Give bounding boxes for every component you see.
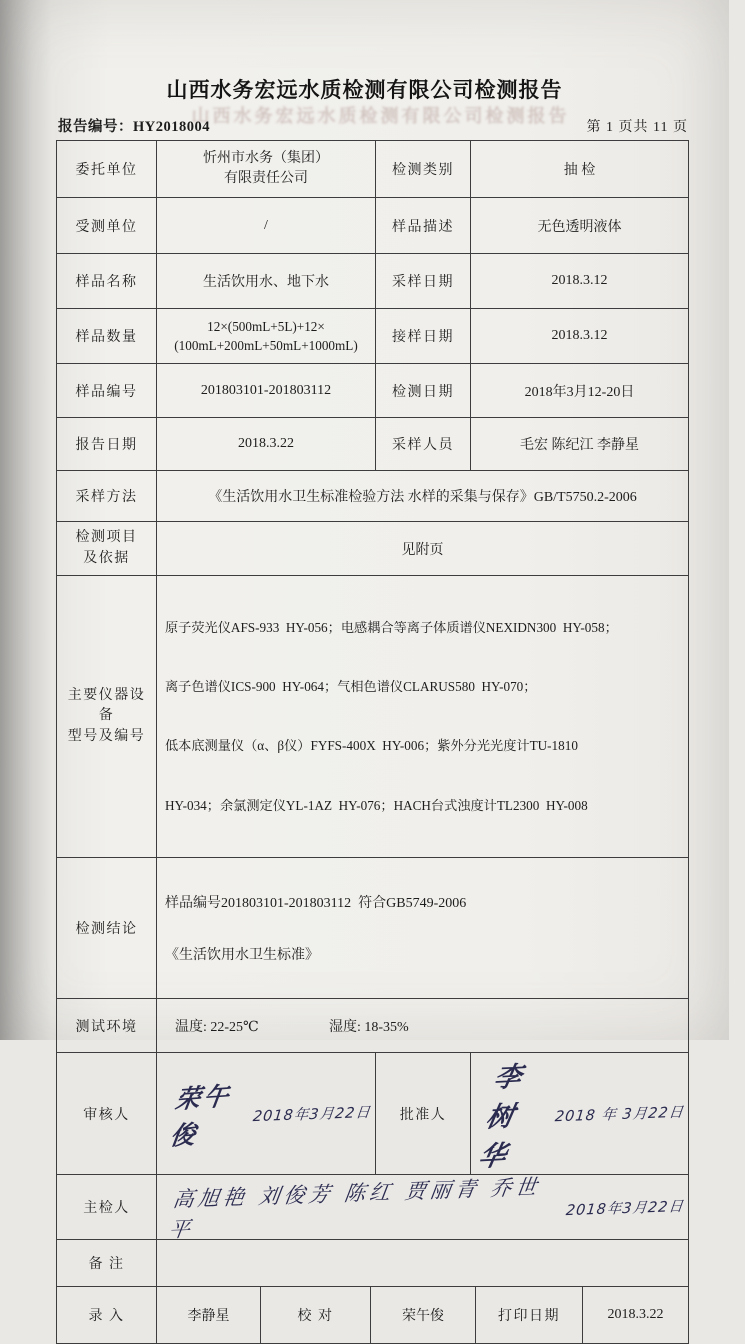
conclusion-line2: 《生活饮用水卫生标准》: [165, 948, 319, 964]
test-date-label: 检测日期: [376, 364, 471, 418]
remarks-label: 备 注: [57, 1240, 157, 1287]
items-basis-label: [57, 522, 157, 576]
environment-label: 测试环境: [57, 999, 157, 1053]
items-basis-label-line1: 检测项目: [75, 530, 138, 546]
report-date-value: 2018.3.22: [157, 418, 376, 471]
conclusion-line1: 样品编号201803101-201803112 符合GB5749-2006: [165, 896, 467, 912]
sampling-date-label: 采样日期: [376, 254, 471, 309]
instruments-line1: 原子荧光仪AFS-933 HY-056；电感耦合等离子体质谱仪NEXIDN300 HY-058；: [165, 619, 618, 635]
client-value: [157, 141, 376, 198]
report-number-label: 报告编号：: [58, 119, 133, 135]
report-number: [58, 115, 210, 136]
instruments-label-line1: 主要仪器设备: [67, 688, 146, 724]
row-sample-no: [57, 364, 689, 418]
items-basis-value: 见附页: [157, 522, 689, 576]
row-environment: [57, 999, 689, 1053]
client-value-line2: 有限责任公司: [224, 171, 308, 186]
entry-label: 录 入: [57, 1286, 157, 1343]
instruments-line2: 离子色谱仪ICS-900 HY-064；气相色谱仪CLARUS580 HY-070；: [165, 678, 537, 694]
print-date-value: 2018.3.22: [583, 1286, 689, 1343]
report-date-label: 报告日期: [57, 418, 157, 471]
row-items-basis: [57, 522, 689, 576]
inspector-signature-cell: [157, 1174, 689, 1243]
bleed-through-title: 山西水务宏远水质检测有限公司检测报告: [191, 106, 570, 127]
sample-qty-value: [157, 309, 376, 364]
report-number-value: HY2018004: [133, 119, 210, 135]
test-type-label: 检测类别: [376, 141, 471, 198]
row-conclusion: [57, 858, 689, 999]
row-sample-name: [57, 254, 689, 309]
report-meta-row: [58, 115, 688, 136]
sample-qty-label: 样品数量: [57, 309, 157, 364]
row-entry: [57, 1286, 689, 1343]
proof-value: 荣午俊: [371, 1286, 476, 1343]
receive-date-value: 2018.3.12: [471, 309, 689, 364]
conclusion-value: [157, 858, 689, 999]
conclusion-label: 检测结论: [57, 858, 157, 999]
sample-desc-label: 样品描述: [376, 198, 471, 254]
receive-date-label: 接样日期: [376, 309, 471, 364]
row-client: [57, 141, 689, 198]
inspector-date: 2018年3月22日: [564, 1198, 685, 1219]
instruments-line3: 低本底测量仪（α、β仪）FYFS-400X HY-006；紫外分光光度计TU-1810: [165, 738, 578, 754]
print-date-label: 打印日期: [476, 1286, 583, 1343]
humidity-value: 湿度: 18-35%: [329, 1019, 409, 1035]
environment-value: [157, 999, 689, 1053]
row-remarks: [57, 1240, 689, 1287]
sample-desc-value: 无色透明液体: [471, 198, 689, 254]
reviewer-date: 2018年3月22日: [251, 1105, 372, 1126]
reviewer-signature: 荣午俊: [168, 1080, 234, 1151]
main-info-table: [56, 140, 689, 1287]
sampling-method-value: 《生活饮用水卫生标准检验方法 水样的采集与保存》GB/T5750.2-2006: [157, 471, 689, 522]
tested-unit-value: /: [157, 198, 376, 254]
row-tested-unit: [57, 198, 689, 254]
items-basis-label-line2: 及依据: [83, 550, 130, 566]
row-sample-qty: [57, 309, 689, 364]
entry-value: 李静星: [157, 1286, 261, 1343]
entry-row-table: [56, 1286, 689, 1344]
test-type-value: 抽 检: [471, 141, 689, 198]
row-inspectors: [57, 1175, 689, 1240]
sampling-date-value: 2018.3.12: [471, 254, 689, 309]
client-value-line1: 忻州市水务（集团）: [203, 150, 329, 166]
samplers-value: 毛宏 陈纪江 李静星: [471, 418, 689, 471]
client-label: 委托单位: [57, 141, 157, 198]
instruments-line4: HY-034；余氯测定仪YL-1AZ HY-076；HACH台式浊度计TL2300 HY-008: [165, 797, 588, 813]
instruments-label: [57, 576, 157, 858]
approver-label: 批准人: [376, 1053, 471, 1175]
row-sampling-method: [57, 471, 689, 522]
approver-signature: 李树华: [475, 1061, 528, 1174]
sample-qty-line2: (100mL+200mL+50mL+1000mL): [174, 338, 358, 353]
samplers-label: 采样人员: [376, 418, 471, 471]
sampling-method-label: 采样方法: [57, 471, 157, 522]
report-title: 山西水务宏远水质检测有限公司检测报告: [166, 78, 563, 102]
instruments-label-line2: 型号及编号: [67, 728, 146, 744]
proof-label: 校 对: [261, 1286, 371, 1343]
remarks-value: [157, 1240, 689, 1287]
sample-name-value: 生活饮用水、地下水: [157, 254, 376, 309]
row-report-date: [57, 418, 689, 471]
sample-no-value: 201803101-201803112: [157, 364, 376, 418]
row-instruments: [57, 576, 689, 858]
approver-signature-cell: [471, 1053, 689, 1175]
sample-qty-line1: 12×(500mL+5L)+12×: [207, 318, 325, 334]
reviewer-label: 审核人: [57, 1053, 157, 1175]
instruments-value: [157, 576, 689, 858]
report-info-table: [56, 140, 688, 1344]
row-reviewer: [57, 1053, 689, 1175]
inspector-signatures: 高旭艳 刘俊芳 陈红 贾丽青 乔世平: [167, 1174, 543, 1243]
sample-no-label: 样品编号: [57, 364, 157, 418]
reviewer-signature-cell: [157, 1053, 376, 1175]
page-indicator: 第 1 页共 11 页: [586, 120, 688, 135]
inspector-label: 主检人: [57, 1175, 157, 1240]
temperature-value: 温度: 22-25℃: [175, 1019, 259, 1035]
test-date-value: 2018年3月12-20日: [471, 364, 689, 418]
sample-name-label: 样品名称: [57, 254, 157, 309]
tested-unit-label: 受测单位: [57, 198, 157, 254]
approver-date: 2018 年 3月22日: [553, 1104, 685, 1126]
